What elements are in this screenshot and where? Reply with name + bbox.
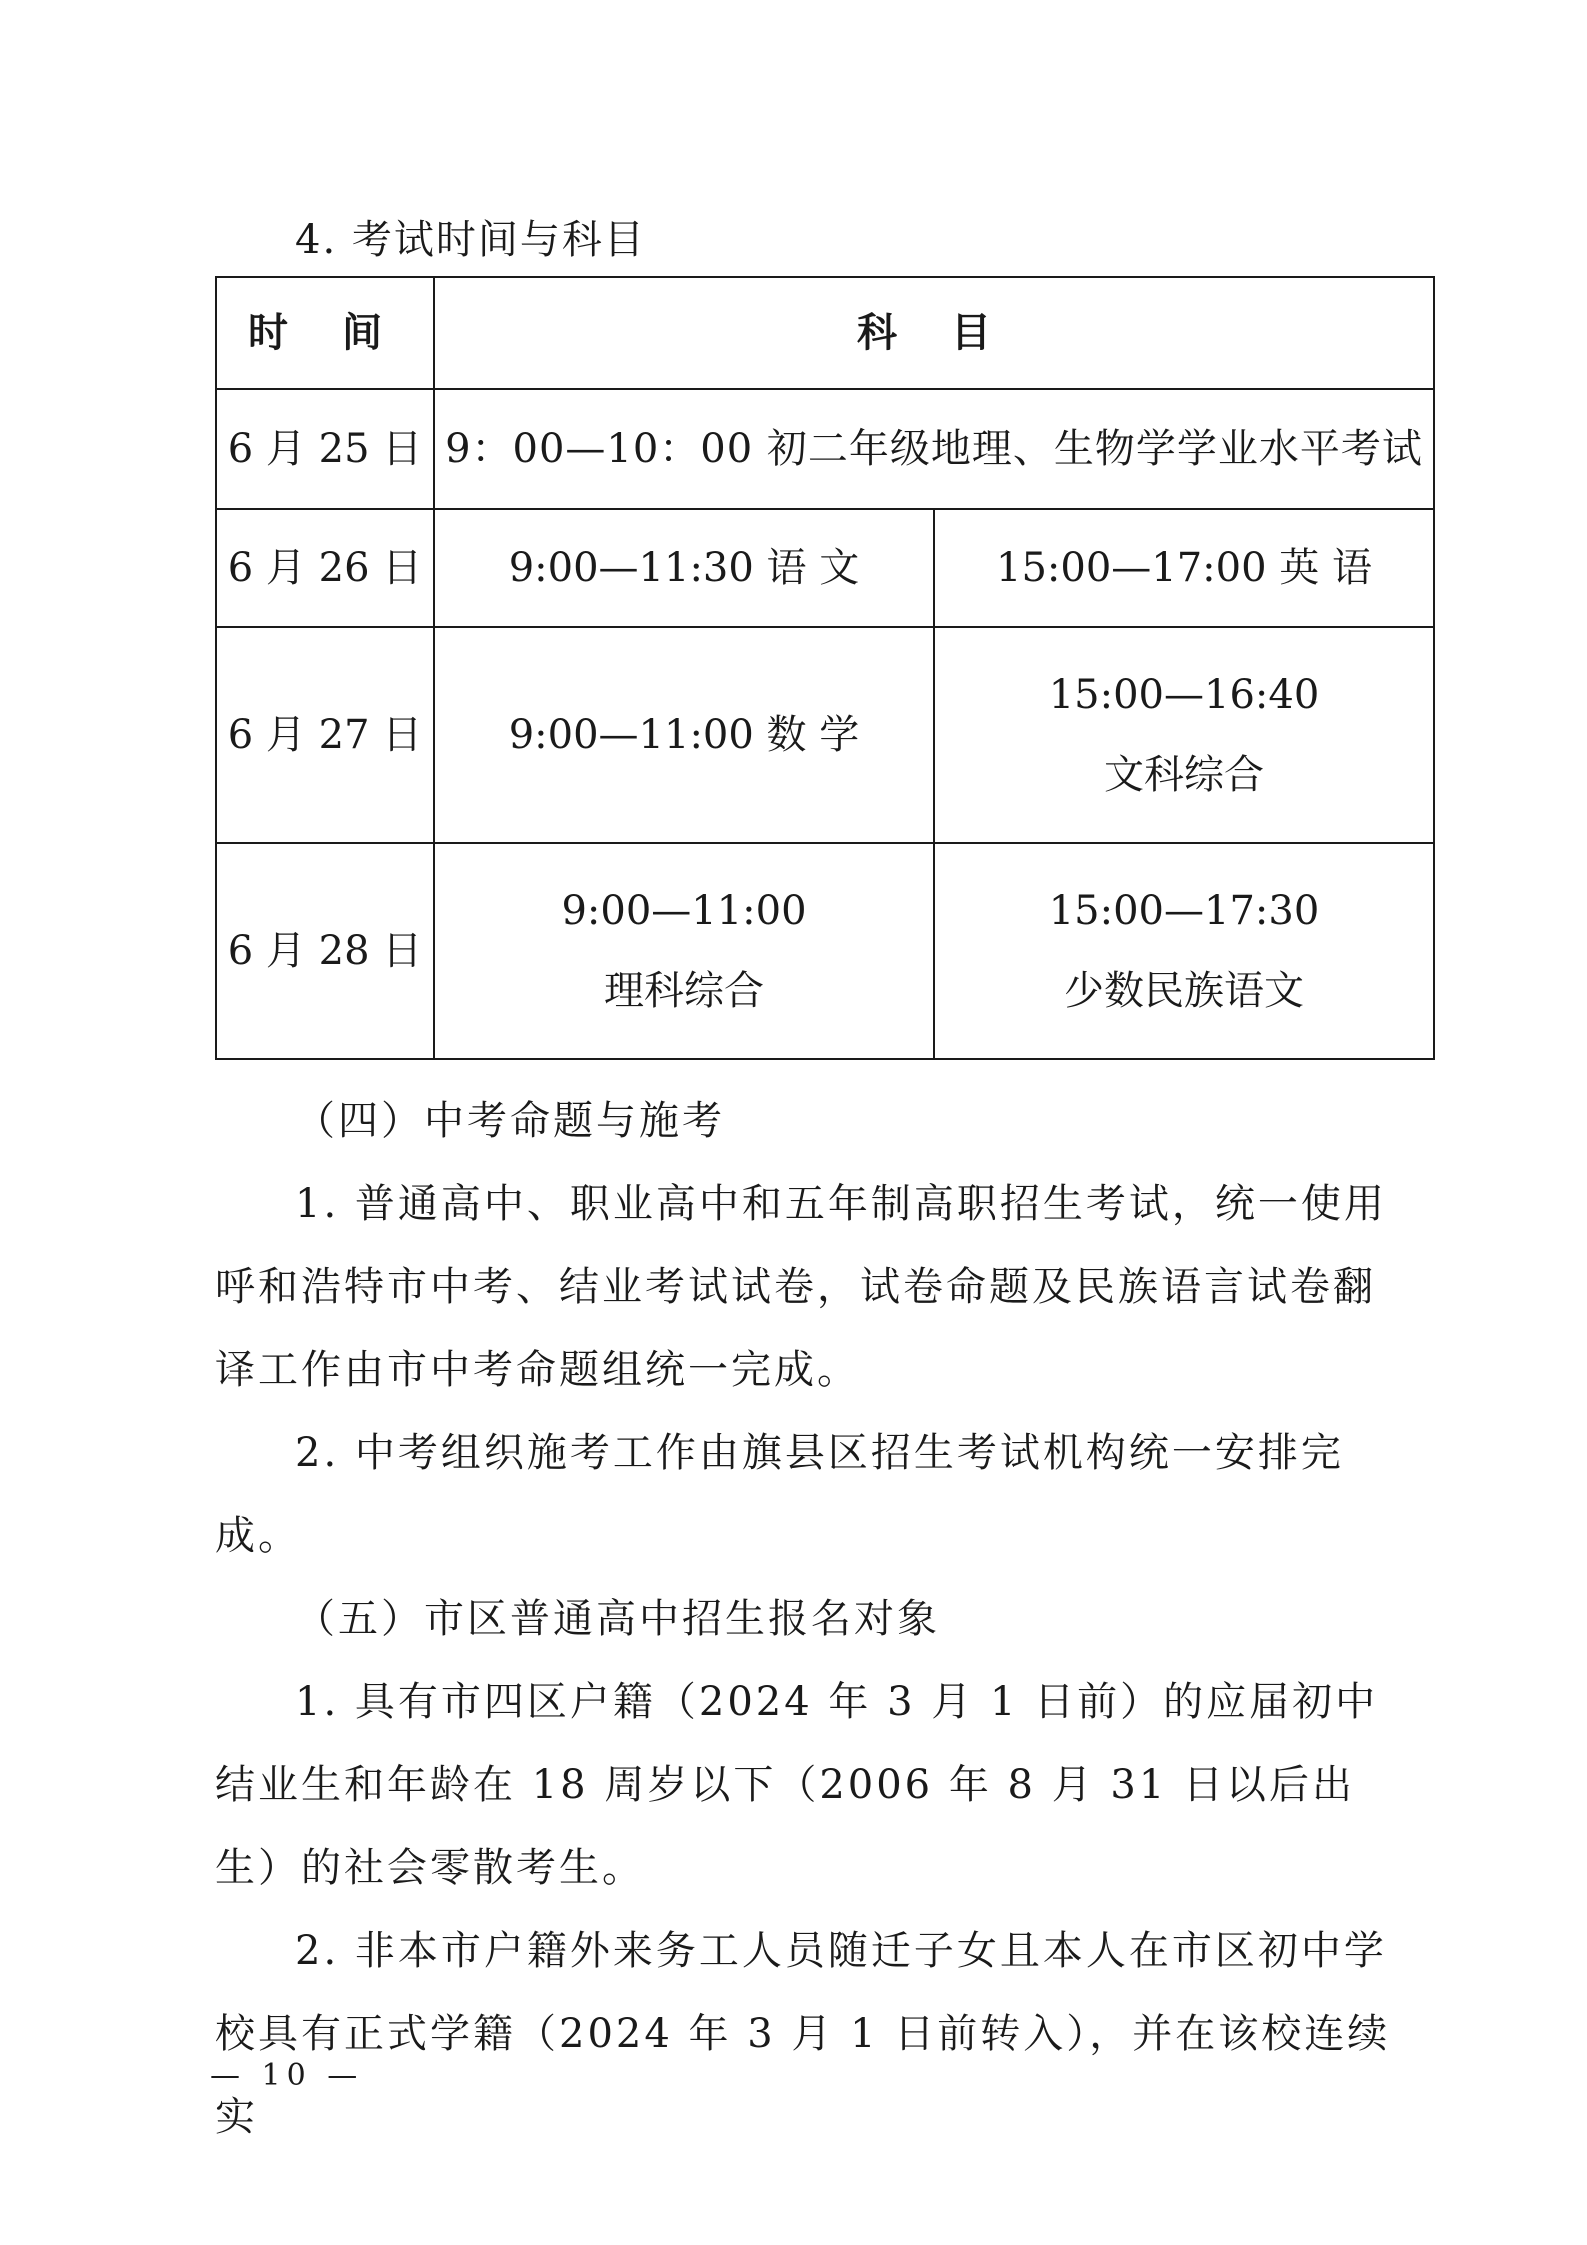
- pm-subject: 少数民族语文: [1064, 968, 1304, 1014]
- pm-time: 15:00—17:30: [1048, 888, 1320, 934]
- row-full-subject: 9：00—10：00 初二年级地理、生物学学业水平考试: [434, 389, 1434, 509]
- header-time: 时 间: [216, 277, 434, 389]
- pm-subject: 文科综合: [1104, 752, 1264, 798]
- section-heading: 4. 考试时间与科目: [295, 217, 646, 263]
- table-row: [216, 843, 1434, 1059]
- row-pm-subject: 15:00—17:00 英 语: [934, 509, 1434, 627]
- exam-schedule-table: [215, 276, 1435, 1060]
- row-am-subject: [434, 843, 934, 1059]
- row-date: 6 月 28 日: [216, 843, 434, 1059]
- header-subject: 科 目: [434, 277, 1434, 389]
- paragraph: 1. 具有市四区户籍（2024 年 3 月 1 日前）的应届初中结业生和年龄在 18 周岁以下（2006 年 8 月 31 日以后出生）的社会零散考生。: [215, 1679, 1379, 1891]
- row-pm-subject: [934, 843, 1434, 1059]
- table-row: [216, 509, 1434, 627]
- am-time: 9:00—11:00: [561, 888, 807, 934]
- table-header-row: [216, 277, 1434, 389]
- paragraph: 2. 中考组织施考工作由旗县区招生考试机构统一安排完成。: [215, 1430, 1344, 1559]
- page-number: — 10 —: [210, 2058, 364, 2093]
- row-am-subject: 9:00—11:30 语 文: [434, 509, 934, 627]
- table-row: [216, 389, 1434, 509]
- row-date: 6 月 27 日: [216, 627, 434, 843]
- am-subject: 理科综合: [604, 968, 764, 1014]
- paragraph: 1. 普通高中、职业高中和五年制高职招生考试，统一使用呼和浩特市中考、结业考试试卷，试卷命题及民族语言试卷翻译工作由市中考命题组统一完成。: [215, 1181, 1387, 1393]
- table-row: [216, 627, 1434, 843]
- subsection-heading: （五）市区普通高中招生报名对象: [295, 1596, 940, 1642]
- row-date: 6 月 25 日: [216, 389, 434, 509]
- subsection-heading: （四）中考命题与施考: [295, 1098, 725, 1144]
- paragraph: 2. 非本市户籍外来务工人员随迁子女且本人在市区初中学校具有正式学籍（2024 年 3 月 1 日前转入），并在该校连续实: [215, 1928, 1391, 2140]
- pm-time: 15:00—16:40: [1048, 672, 1320, 718]
- row-date: 6 月 26 日: [216, 509, 434, 627]
- row-am-subject: 9:00—11:00 数 学: [434, 627, 934, 843]
- body-text: [215, 1080, 1405, 2159]
- row-pm-subject: [934, 627, 1434, 843]
